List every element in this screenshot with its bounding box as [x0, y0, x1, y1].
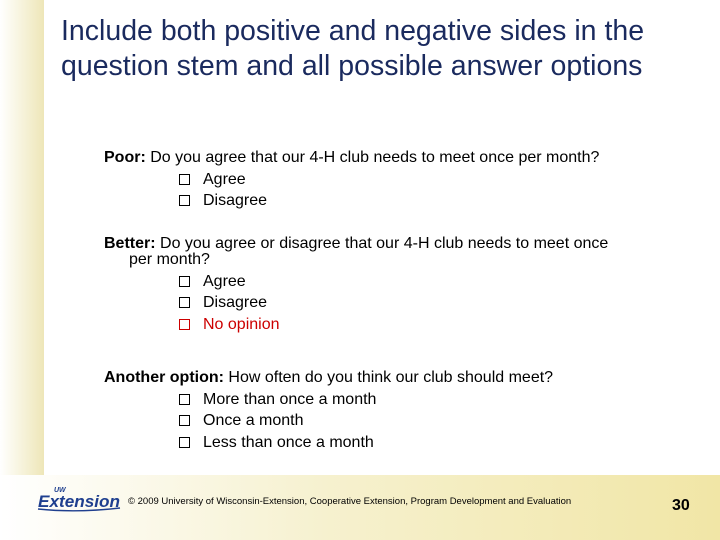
poor-question [104, 147, 704, 169]
another-option-less: Less than once a month [104, 432, 704, 454]
poor-text: Do you agree that our 4-H club needs to meet once per month? [145, 149, 600, 166]
slide-body [104, 147, 704, 453]
checkbox-icon [179, 276, 190, 287]
checkbox-icon [179, 415, 190, 426]
copyright-text: © 2009 University of Wisconsin-Extension, Cooperative Extension, Program Development and Evaluation [128, 496, 572, 507]
poor-option-agree: Agree [104, 169, 704, 191]
better-text-line2: per month? [129, 251, 210, 268]
checkbox-icon [179, 394, 190, 405]
another-option-once: Once a month [104, 410, 704, 432]
another-text: How often do you think our club should meet? [223, 369, 554, 386]
uw-extension-logo [36, 484, 122, 514]
better-text-line1: Do you agree or disagree that our 4-H club needs to meet once [155, 234, 609, 252]
checkbox-icon [179, 297, 190, 308]
checkbox-icon [179, 195, 190, 206]
svg-text:Extension: Extension [38, 492, 120, 511]
another-lead: Another option: [104, 369, 224, 386]
slide-title: Include both positive and negative sides in the question stem and all possible answer options [61, 15, 645, 82]
better-option-disagree: Disagree [104, 292, 704, 314]
checkbox-icon [179, 319, 190, 330]
svg-text:UW: UW [54, 487, 66, 494]
page-number: 30 [672, 497, 690, 514]
poor-option-disagree: Disagree [104, 190, 704, 212]
another-question [104, 367, 704, 389]
better-option-agree: Agree [104, 271, 704, 293]
checkbox-icon [179, 437, 190, 448]
better-lead: Better: [104, 234, 156, 252]
checkbox-icon [179, 174, 190, 185]
another-option-more: More than once a month [104, 389, 704, 411]
poor-lead: Poor: [104, 149, 146, 166]
better-option-no-opinion: No opinion [104, 314, 704, 336]
left-decorative-bar [0, 0, 44, 540]
